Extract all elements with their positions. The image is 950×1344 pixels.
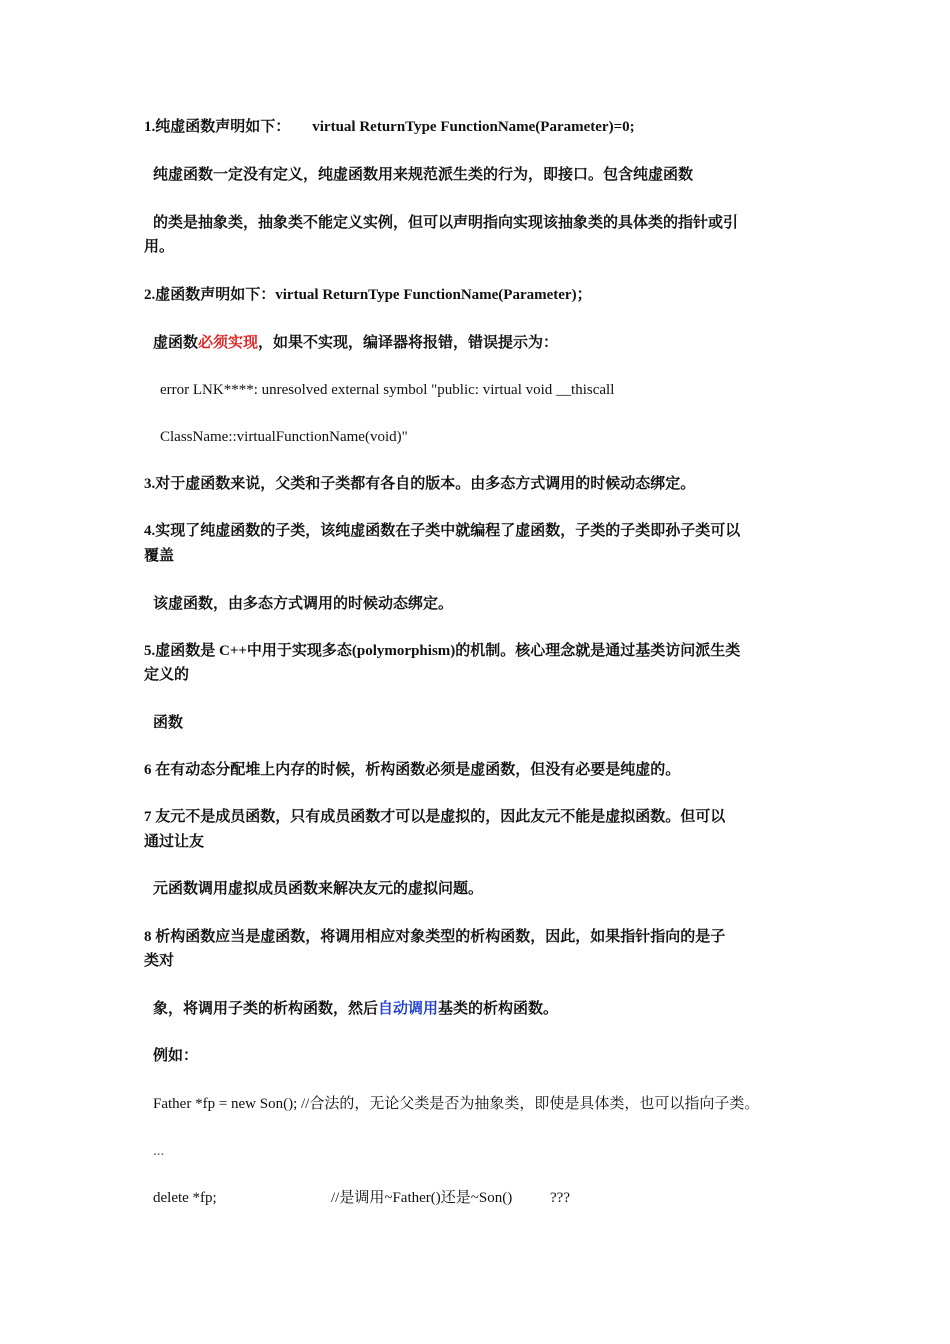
para-2-highlight-red: 必须实现 [198, 335, 259, 351]
para-7-line-3: 元函数调用虚拟成员函数来解决友元的虚拟问题。 [153, 881, 484, 897]
para-1-line-2: 纯虚函数一定没有定义，纯虚函数用来规范派生类的行为，即接口。包含纯虚函数 [153, 167, 694, 183]
para-4-line-3: 该虚函数，由多态方式调用的时候动态绑定。 [153, 596, 454, 612]
para-2-text-pre: 虚函数 [153, 335, 199, 351]
para-1-heading [144, 116, 816, 138]
example-code-delete: delete *fp; [153, 1190, 217, 1206]
para-8-line-3 [153, 998, 825, 1020]
para-3: 3.对于虚函数来说，父类和子类都有各自的版本。由多态方式调用的时候动态绑定。 [144, 476, 696, 492]
example-code-question: ??? [550, 1190, 570, 1206]
error-message-line-2: ClassName::virtualFunctionName(void)" [160, 429, 408, 445]
para-5-line-1: 5.虚函数是 C++中用于实现多态(polymorphism)的机制。核心理念就是通过基类访问派生类 [144, 643, 741, 659]
para-2-text-post: ，如果不实现，编译器将报错，错误提示为： [258, 335, 559, 351]
para-7-line-1: 7 友元不是成员函数，只有成员函数才可以是虚拟的，因此友元不能是虚拟函数。但可以 [144, 809, 726, 825]
para-2-code: virtual ReturnType FunctionName(Parameter) [275, 287, 577, 303]
para-1-code: virtual ReturnType FunctionName(Parameter)=0; [312, 119, 635, 135]
para-8-line-2: 类对 [144, 953, 175, 969]
para-8-line-1: 8 析构函数应当是虚函数，将调用相应对象类型的析构函数，因此，如果指针指向的是子 [144, 929, 726, 945]
para-6: 6 在有动态分配堆上内存的时候，析构函数必须是虚函数，但没有必要是纯虚的。 [144, 762, 681, 778]
para-8-text-pre: 象，将调用子类的析构函数，然后 [153, 1001, 379, 1017]
error-message-line-1: error LNK****: unresolved external symbol "public: virtual void __thiscall [160, 382, 615, 398]
para-2-line-2 [153, 332, 825, 354]
example-code-line-2 [153, 1187, 825, 1209]
para-2-suffix: ； [576, 287, 592, 303]
para-2-prefix: 2.虚函数声明如下： [144, 287, 276, 303]
para-5-line-3: 函数 [153, 715, 184, 731]
para-2-heading [144, 284, 816, 306]
para-4-line-2: 覆盖 [144, 548, 175, 564]
example-code-comment: //是调用~Father()还是~Son() [331, 1190, 513, 1206]
para-1-prefix: 1.纯虚函数声明如下： [144, 119, 291, 135]
para-1-line-4: 用。 [144, 239, 175, 255]
example-ellipsis: ... [153, 1143, 165, 1159]
example-code-line-1: Father *fp = new Son(); //合法的，无论父类是否为抽象类，即使是具体类，也可以指向子类。 [153, 1096, 760, 1112]
example-label: 例如： [153, 1048, 199, 1064]
para-8-text-post: 基类的析构函数。 [438, 1001, 559, 1017]
para-8-highlight-blue: 自动调用 [378, 1001, 439, 1017]
para-1-line-3: 的类是抽象类，抽象类不能定义实例，但可以声明指向实现该抽象类的具体类的指针或引 [153, 215, 739, 231]
para-4-line-1: 4.实现了纯虚函数的子类，该纯虚函数在子类中就编程了虚函数，子类的子类即孙子类可以 [144, 523, 741, 539]
para-5-line-2: 定义的 [144, 667, 190, 683]
para-7-line-2: 通过让友 [144, 834, 205, 850]
